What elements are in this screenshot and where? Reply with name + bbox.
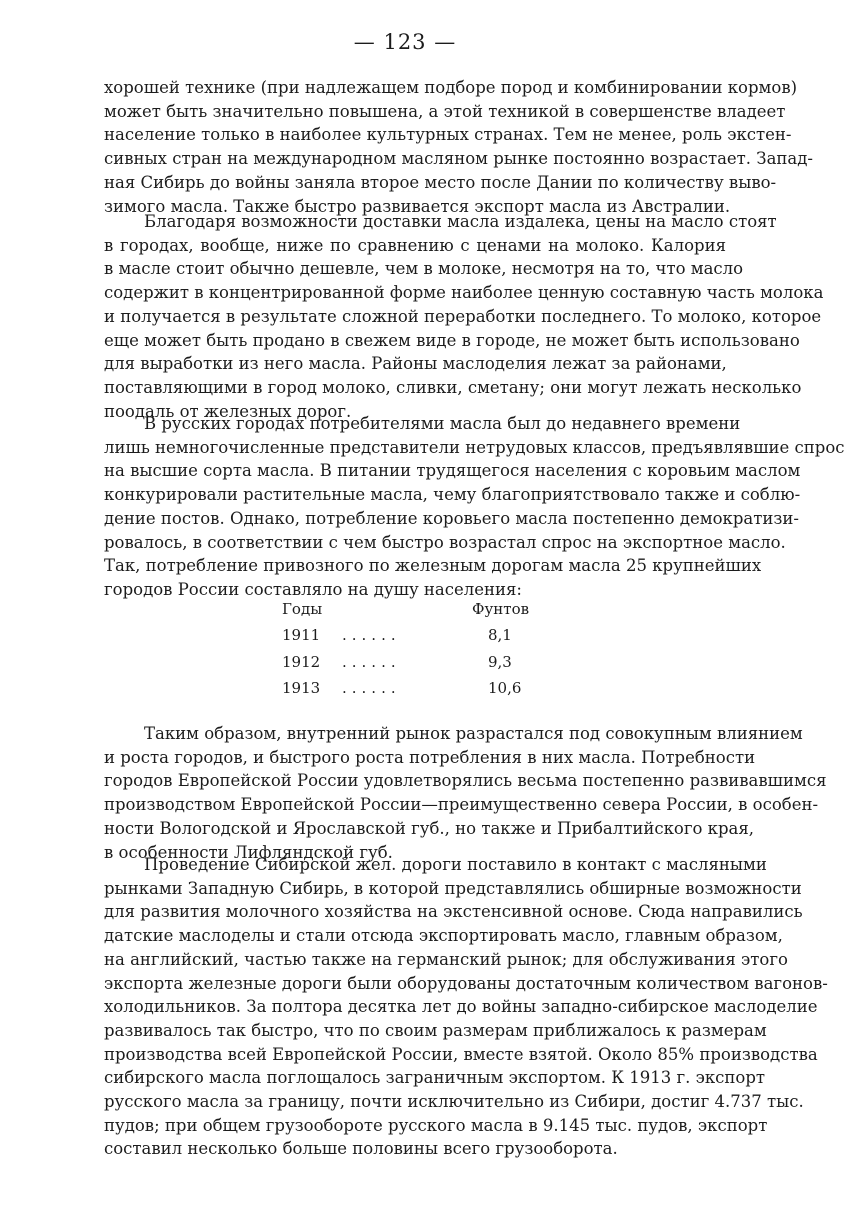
text-line: поставляющими в город молоко, сливки, сметану; они могут лежать несколько (104, 377, 802, 397)
row-leader-dots: ...... (342, 626, 401, 644)
paragraph-1 (104, 76, 813, 218)
row-year: 1911 (282, 626, 321, 644)
row-value: 10,6 (488, 679, 522, 697)
text-line: ровалось, в соответствии с чем быстро возрастал спрос на экспортное масло. (104, 532, 786, 552)
text-line: для развития молочного хозяйства на экстенсивной основе. Сюда направились (104, 902, 803, 922)
text-line: лишь немногочисленные представители нетрудовых классов, предъявлявшие спрос (104, 437, 845, 457)
paragraph-2 (104, 210, 824, 423)
header-pounds: Фунтов (472, 600, 530, 618)
table-row (280, 626, 550, 653)
text-line: конкурировали растительные масла, чему благоприятствовало также и соблю- (104, 485, 801, 505)
table-row (280, 653, 550, 680)
paragraph-3 (104, 412, 845, 602)
text-line: поодаль от железных дорог. (104, 401, 352, 421)
text-line: сивных стран на международном масляном рынке постоянно возрастает. Запад- (104, 149, 813, 169)
text-line: городов Европейской России удовлетворялись весьма постепенно развивавшимся (104, 771, 827, 791)
row-value: 8,1 (488, 626, 512, 644)
text-line: хорошей технике (при надлежащем подборе пород и комбинировании кормов) (104, 78, 798, 97)
table-header (280, 600, 550, 626)
text-line: на английский, частью также на германский рынок; для обслуживания этого (104, 949, 788, 969)
paragraph-4 (104, 722, 827, 864)
page-number: — 123 — (353, 30, 457, 54)
paragraph-5 (104, 853, 828, 1161)
text-line: производством Европейской России—преимущественно севера России, в особен- (104, 795, 819, 815)
row-year: 1912 (282, 652, 321, 671)
row-leader-dots: ...... (342, 679, 401, 697)
text-line: на высшие сорта масла. В питании трудящегося населения с коровьим маслом (104, 461, 801, 481)
text-line: русского масла за границу, почти исключительно из Сибири, достиг 4.737 тыс. (104, 1092, 804, 1112)
consumption-table (280, 600, 550, 706)
text-line: Благодаря возможности доставки масла издалека, цены на масло стоят (144, 212, 777, 231)
row-leader-dots: ...... (342, 652, 401, 671)
text-line: еще может быть продано в свежем виде в городе, не может быть использовано (104, 330, 800, 350)
text-line: развивалось так быстро, что по своим размерам приближалось к размерам (104, 1020, 767, 1040)
row-year: 1913 (282, 679, 321, 697)
row-value: 9,3 (488, 652, 512, 671)
text-line: рынками Западную Сибирь, в которой представлялись обширные возможности (104, 878, 802, 898)
text-line: производства всей Европейской России, вместе взятой. Около 85% производства (104, 1044, 818, 1064)
text-line: зимого масла. Также быстро развивается экспорт масла из Австралии. (104, 196, 731, 216)
text-line: может быть значительно повышена, а этой техникой в совершенстве владеет (104, 101, 786, 121)
text-line: ная Сибирь до войны заняла второе место после Дании по количеству выво- (104, 172, 777, 192)
text-line: Проведение Сибирской жел. дороги поставило в контакт с масляными (144, 855, 767, 874)
text-line: население только в наиболее культурных странах. Тем не менее, роль экстен- (104, 125, 792, 145)
text-line: в городах, вообще, ниже по сравнению с ценами на молоко. Калория (104, 235, 726, 255)
header-years: Годы (282, 600, 323, 618)
text-line: Так, потребление привозного по железным дорогам масла 25 крупнейших (104, 556, 762, 576)
text-line: составил несколько больше половины всего грузооборота. (104, 1139, 618, 1159)
text-line: в особенности Лифляндской губ. (104, 842, 393, 862)
text-line: сибирского масла поглощалось заграничным экспортом. К 1913 г. экспорт (104, 1068, 766, 1088)
text-line: для выработки из него масла. Районы маслоделия лежат за районами, (104, 354, 727, 374)
text-line: содержит в концентрированной форме наиболее ценную составную часть молока (104, 283, 824, 303)
text-line: и роста городов, и быстрого роста потребления в них масла. Потребности (104, 747, 756, 767)
text-line: В русских городах потребителями масла был до недавнего времени (144, 414, 741, 433)
text-line: датские маслоделы и стали отсюда экспортировать масло, главным образом, (104, 926, 783, 946)
text-line: дение постов. Однако, потребление коровьего масла постепенно демократизи- (104, 508, 799, 528)
text-line: Таким образом, внутренний рынок разрастался под совокупным влиянием (144, 724, 803, 743)
text-line: и получается в результате сложной переработки последнего. То молоко, которое (104, 306, 822, 326)
table-row (280, 679, 550, 706)
text-line: в масле стоит обычно дешевле, чем в молоке, несмотря на то, что масло (104, 259, 744, 279)
text-line: пудов; при общем грузообороте русского масла в 9.145 тыс. пудов, экспорт (104, 1115, 768, 1135)
text-line: ности Вологодской и Ярославской губ., но также и Прибалтийского края, (104, 818, 755, 838)
text-line: холодильников. За полтора десятка лет до войны западно-сибирское маслоделие (104, 997, 818, 1017)
text-line: экспорта железные дороги были оборудованы достаточным количеством вагонов- (104, 973, 828, 993)
text-line: городов России составляло на душу населения: (104, 579, 522, 599)
